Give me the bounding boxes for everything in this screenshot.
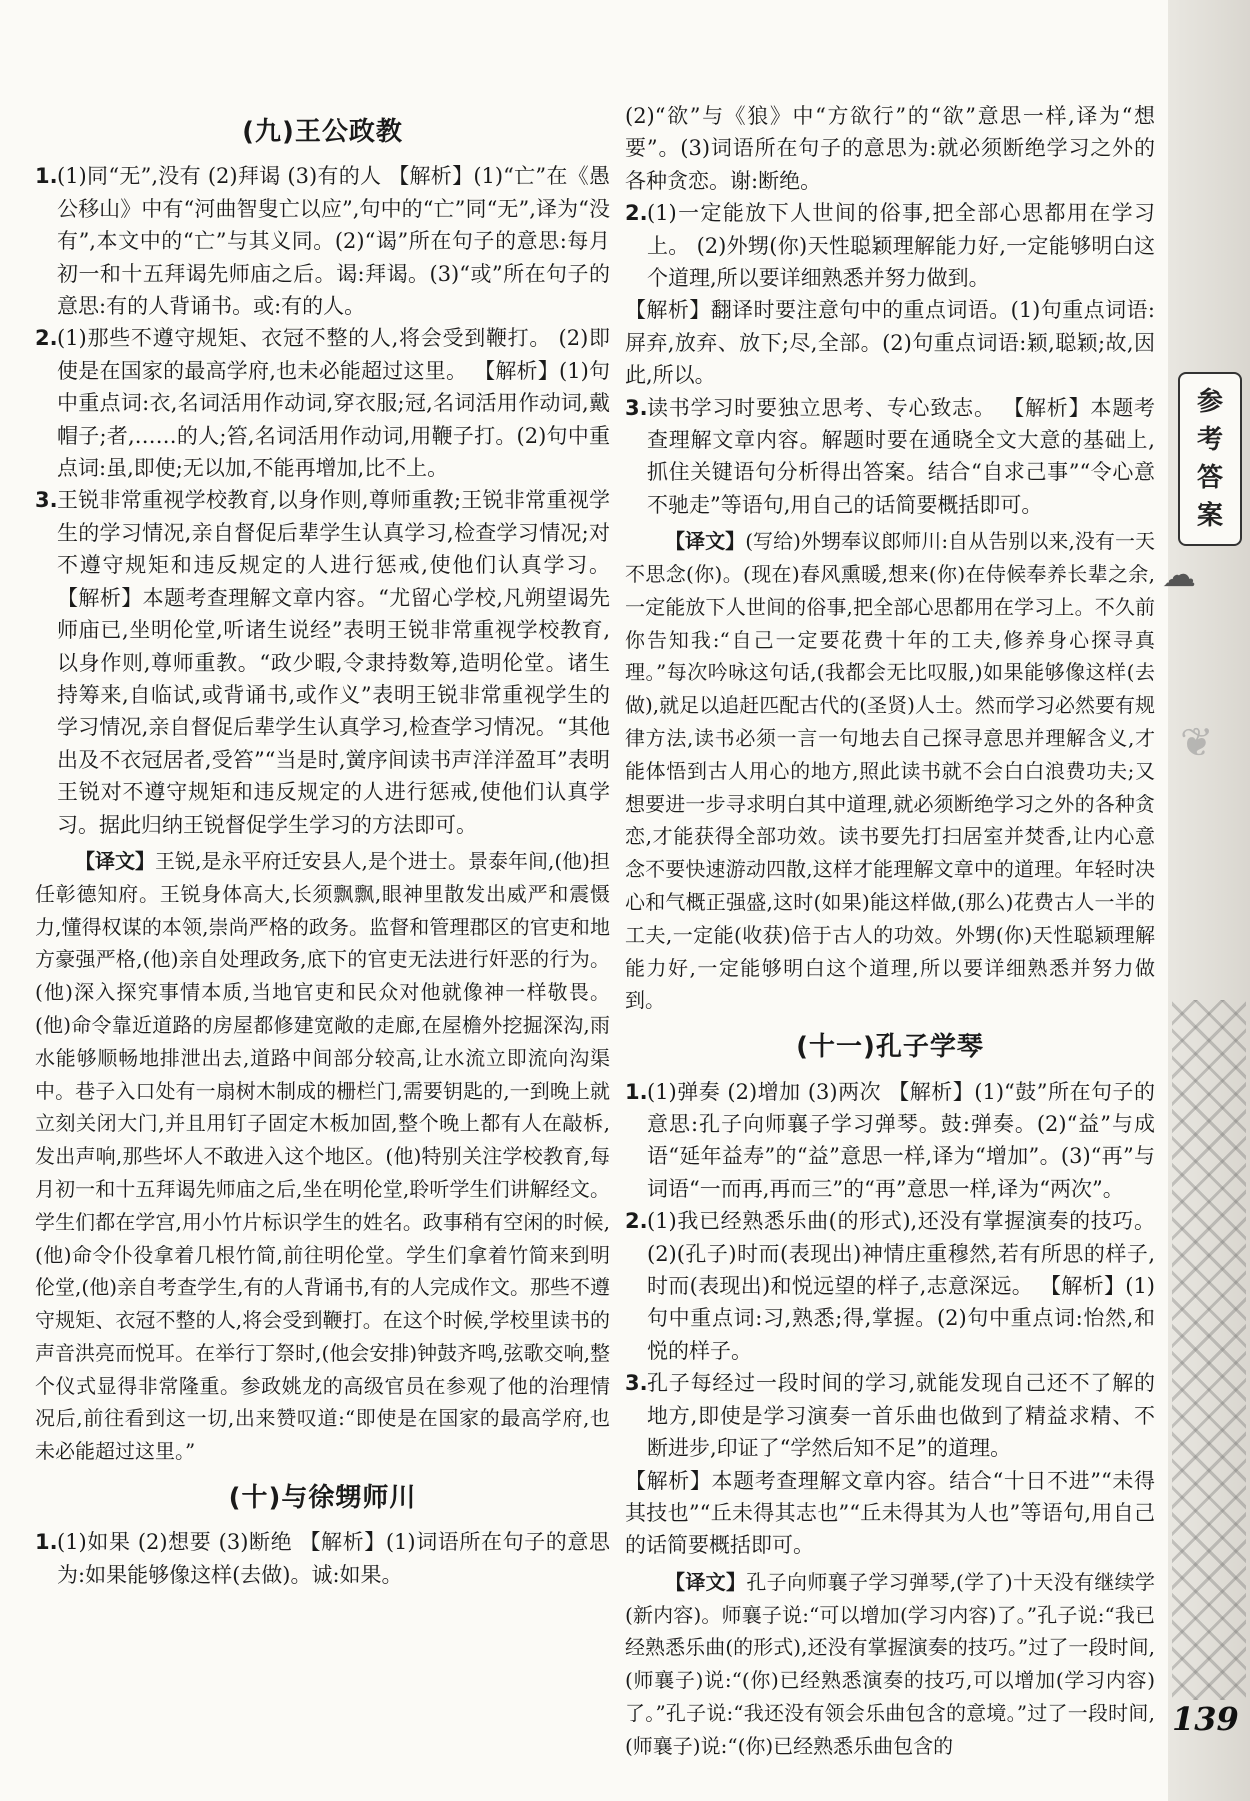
answer-9-3 (35, 484, 610, 840)
item-number: 2. (35, 326, 58, 351)
answer-text: (1)同“无”,没有 (2)拜谒 (3)有的人 【解析】(1)“亡”在《愚公移山》中有“河曲智叟亡以应”,句中的“亡”同“无”,译为“没有”,本文中的“亡”与其义同。(2)“谒”所在句子的意思:每月初一和十五拜谒先师庙之后。谒:拜谒。(3)“或”所在句子的意思:有的人背诵书。或:有的人。 (57, 164, 610, 319)
item-number: 1. (625, 1079, 648, 1104)
answer-10-1 (35, 1526, 610, 1591)
translation-tag: 【译文】 (665, 529, 746, 554)
translation-text: 王锐,是永平府迁安县人,是个进士。景泰年间,(他)担任彰德知府。王锐身体高大,长须飘飘,眼神里散发出威严和震慑力,懂得权谋的本领,崇尚严格的政务。监督和管理郡区的官吏和地方豪强严格,(他)亲自处理政务,底下的官吏无法进行奸恶的行为。(他)深入探究事情本质,当地官吏和民众对他就像神一样敬畏。(他)命令靠近道路的房屋都修建宽敞的走廊,在屋檐外挖掘深沟,雨水能够顺畅地排泄出去,道路中间部分较高,让水流立即流向沟渠中。巷子入口处有一扇树木制成的栅栏门,需要钥匙的,一到晚上就立刻关闭大门,并且用钉子固定木板加固,整个晚上都有人在敲柝,发出声响,那些坏人不敢进入这个地区。(他)特别关注学校教育,每月初一和十五拜谒先师庙之后,坐在明伦堂,聆听学生们讲解经文。学生们都在学宫,用小竹片标识学生的姓名。政事稍有空闲的时候,(他)命令仆役拿着几根竹简,前往明伦堂。学生们拿着竹简来到明伦堂,(他)亲自考查学生,有的人背诵书,有的人完成作文。那些不遵守规矩、衣冠不整的人,将会受到鞭打。在这个时候,学校里读书的声音洪亮而悦耳。在举行丁祭时,(他会安排)钟鼓齐鸣,弦歌交响,整个仪式显得非常隆重。参政姚龙的高级官员在参观了他的治理情况后,前往看到这一切,出来赞叹道:“即使是在国家的最高学府,也未必能超过这里。” (35, 848, 610, 1464)
right-column (625, 100, 1155, 1763)
answer-10-2-analysis: 【解析】翻译时要注意句中的重点词语。(1)句重点词语:屏弃,放弃、放下;尽,全部。(2)句重点词语:颖,聪颖;故,因此,所以。 (625, 298, 1155, 388)
answer-text: (1)一定能放下人世间的俗事,把全部心思都用在学习上。 (2)外甥(你)天性聪颖理解能力好,一定能够明白这个道理,所以要详细熟悉并努力做到。 (647, 201, 1155, 291)
translation-11 (625, 1566, 1155, 1763)
answer-9-2 (35, 322, 610, 484)
answer-text: (1)那些不遵守规矩、衣冠不整的人,将会受到鞭打。 (2)即使是在国家的最高学府,也未必能超过这里。 【解析】(1)句中重点词:衣,名词活用作动词,穿衣服;冠,名词活用作动词,戴帽子;者,……的人;笞,名词活用作动词,用鞭子打。(2)句中重点词:虽,即使;无以加,不能再增加,比不上。 (57, 326, 610, 481)
answer-text: 王锐非常重视学校教育,以身作则,尊师重教;王锐非常重视学生的学习情况,亲自督促后辈学生认真学习,检查学习情况;对不遵守规矩和违反规定的人进行惩戒,使他们认真学习。 【解析】本题考查理解文章内容。“尤留心学校,凡朔望谒先师庙已,坐明伦堂,听诸生说经”表明王锐非常重视学校教育,以身作则,尊师重教。“政少暇,令隶持数筹,造明伦堂。诸生持筹来,自临试,或背诵书,或作义”表明王锐非常重视学生的学习情况,亲自督促后辈学生认真学习,检查学习情况。“其他出及不衣冠居者,受笞”“当是时,黉序间读书声洋洋盈耳”表明王锐对不遵守规矩和违反规定的人进行惩戒,使他们认真学习。据此归纳王锐督促学生学习的方法即可。 (57, 488, 610, 837)
answer-text: 孔子每经过一段时间的学习,就能发现自己还不了解的地方,即使是学习演奏一首乐曲也做到了精益求精、不断进步,印证了“学然后知不足”的道理。 (647, 1371, 1155, 1461)
reference-answers-label (1178, 372, 1242, 546)
answer-10-1-continued: (2)“欲”与《狼》中“方欲行”的“欲”意思一样,译为“想要”。(3)词语所在句子的意思为:就必须断绝学习之外的各种贪恋。谢:断绝。 (625, 104, 1155, 193)
translation-text: 孔子向师襄子学习弹琴,(学了)十天没有继续学(新内容)。师襄子说:“可以增加(学习内容)了。”孔子说:“我已经熟悉乐曲(的形式),还没有掌握演奏的技巧。”过了一段时间,(师襄子)说:“(你)已经熟悉演奏的技巧,可以增加(学习内容)了。”孔子说:“我还没有领会乐曲包含的意境。”过了一段时间,(师襄子)说:“(你)已经熟悉乐曲包含的 (625, 1569, 1155, 1758)
item-number: 3. (625, 1371, 648, 1396)
left-column (35, 110, 610, 1591)
cloud-ornament-icon: ☁ (1162, 555, 1196, 595)
answer-9-1 (35, 160, 610, 322)
answer-text: (1)我已经熟悉乐曲(的形式),还没有掌握演奏的技巧。 (2)(孔子)时而(表现出)神情庄重穆然,若有所思的样子,时而(表现出)和悦远望的样子,志意深远。 【解析】(1)句中重点词:习,熟悉;得,掌握。(2)句中重点词:怡然,和悦的样子。 (647, 1209, 1155, 1363)
sidebar-char: 参 (1196, 387, 1223, 417)
translation-9 (35, 845, 610, 1468)
translation-text: (写给)外甥奉议郎师川:自从告别以来,没有一天不思念(你)。(现在)春风熏暖,想来(你)在侍候奉养长辈之余,一定能放下人世间的俗事,把全部心思都用在学习上。不久前你告知我:“自己一定要花费十年的工夫,修养身心探寻真理。”每次吟咏这句话,(我都会无比叹服,)如果能够像这样(去做),就足以追赶匹配古代的(圣贤)人士。然而学习必然要有规律方法,读书必须一言一句地去自己探寻意思并理解含义,才能体悟到古人用心的地方,照此读书就不会白白浪费功夫;又想要进一步寻求明白其中道理,就必须断绝学习之外的各种贪恋,才能获得全部功效。读书要先打扫居室并焚香,让内心意念不要快速游动四散,这样才能理解文章中的道理。年轻时决心和气概正强盛,这时(如果)能这样做,(那么)花费古人一半的工夫,一定能(收获)倍于古人的功效。外甥(你)天性聪颖理解能力好,一定能够明白这个道理,所以要详细熟悉并努力做到。 (625, 529, 1156, 1013)
lattice-pattern-decoration (1172, 1000, 1246, 1700)
item-number: 1. (35, 1530, 58, 1555)
answer-text: 读书学习时要独立思考、专心致志。 【解析】本题考查理解文章内容。解题时要在通晓全文大意的基础上,抓住关键语句分析得出答案。结合“自求己事”“令心意不驰走”等语句,用自己的话简要概括即可。 (647, 395, 1155, 517)
answer-11-3-analysis: 【解析】本题考查理解文章内容。结合“十日不进”“未得其技也”“丘未得其志也”“丘未得其为人也”等语句,用自己的话简要概括即可。 (625, 1468, 1155, 1558)
sidebar-char: 考 (1196, 425, 1223, 455)
section-11-title: (十一)孔子学琴 (796, 1032, 984, 1063)
item-number: 1. (35, 164, 58, 189)
item-number: 2. (625, 1209, 648, 1234)
section-10-title: (十)与徐甥师川 (228, 1483, 417, 1514)
answer-10-2 (625, 197, 1155, 294)
item-number: 2. (625, 201, 648, 226)
sidebar-char: 答 (1196, 463, 1223, 493)
answer-11-2 (625, 1205, 1155, 1367)
sidebar-char: 案 (1196, 501, 1223, 531)
answer-11-1 (625, 1076, 1155, 1206)
translation-10 (625, 525, 1155, 1017)
answer-text: (1)弹奏 (2)增加 (3)两次 【解析】(1)“鼓”所在句子的意思:孔子向师襄子学习弹琴。鼓:弹奏。(2)“益”与成语“延年益寿”的“益”意思一样,译为“增加”。(3)“再”与词语“一而再,再而三”的“再”意思一样,译为“两次”。 (647, 1079, 1155, 1201)
item-number: 3. (625, 395, 648, 420)
bamboo-ornament-icon: ❦ (1180, 720, 1214, 766)
item-number: 3. (35, 488, 58, 513)
translation-tag: 【译文】 (665, 1569, 747, 1594)
translation-tag: 【译文】 (75, 848, 156, 873)
answer-text: (1)如果 (2)想要 (3)断绝 【解析】(1)词语所在句子的意思为:如果能够像这样(去做)。诚:如果。 (57, 1530, 610, 1587)
section-9-title: (九)王公政教 (242, 117, 403, 147)
answer-10-3 (625, 392, 1155, 522)
answer-11-3 (625, 1367, 1155, 1464)
page-number: 139 (1172, 1700, 1239, 1738)
